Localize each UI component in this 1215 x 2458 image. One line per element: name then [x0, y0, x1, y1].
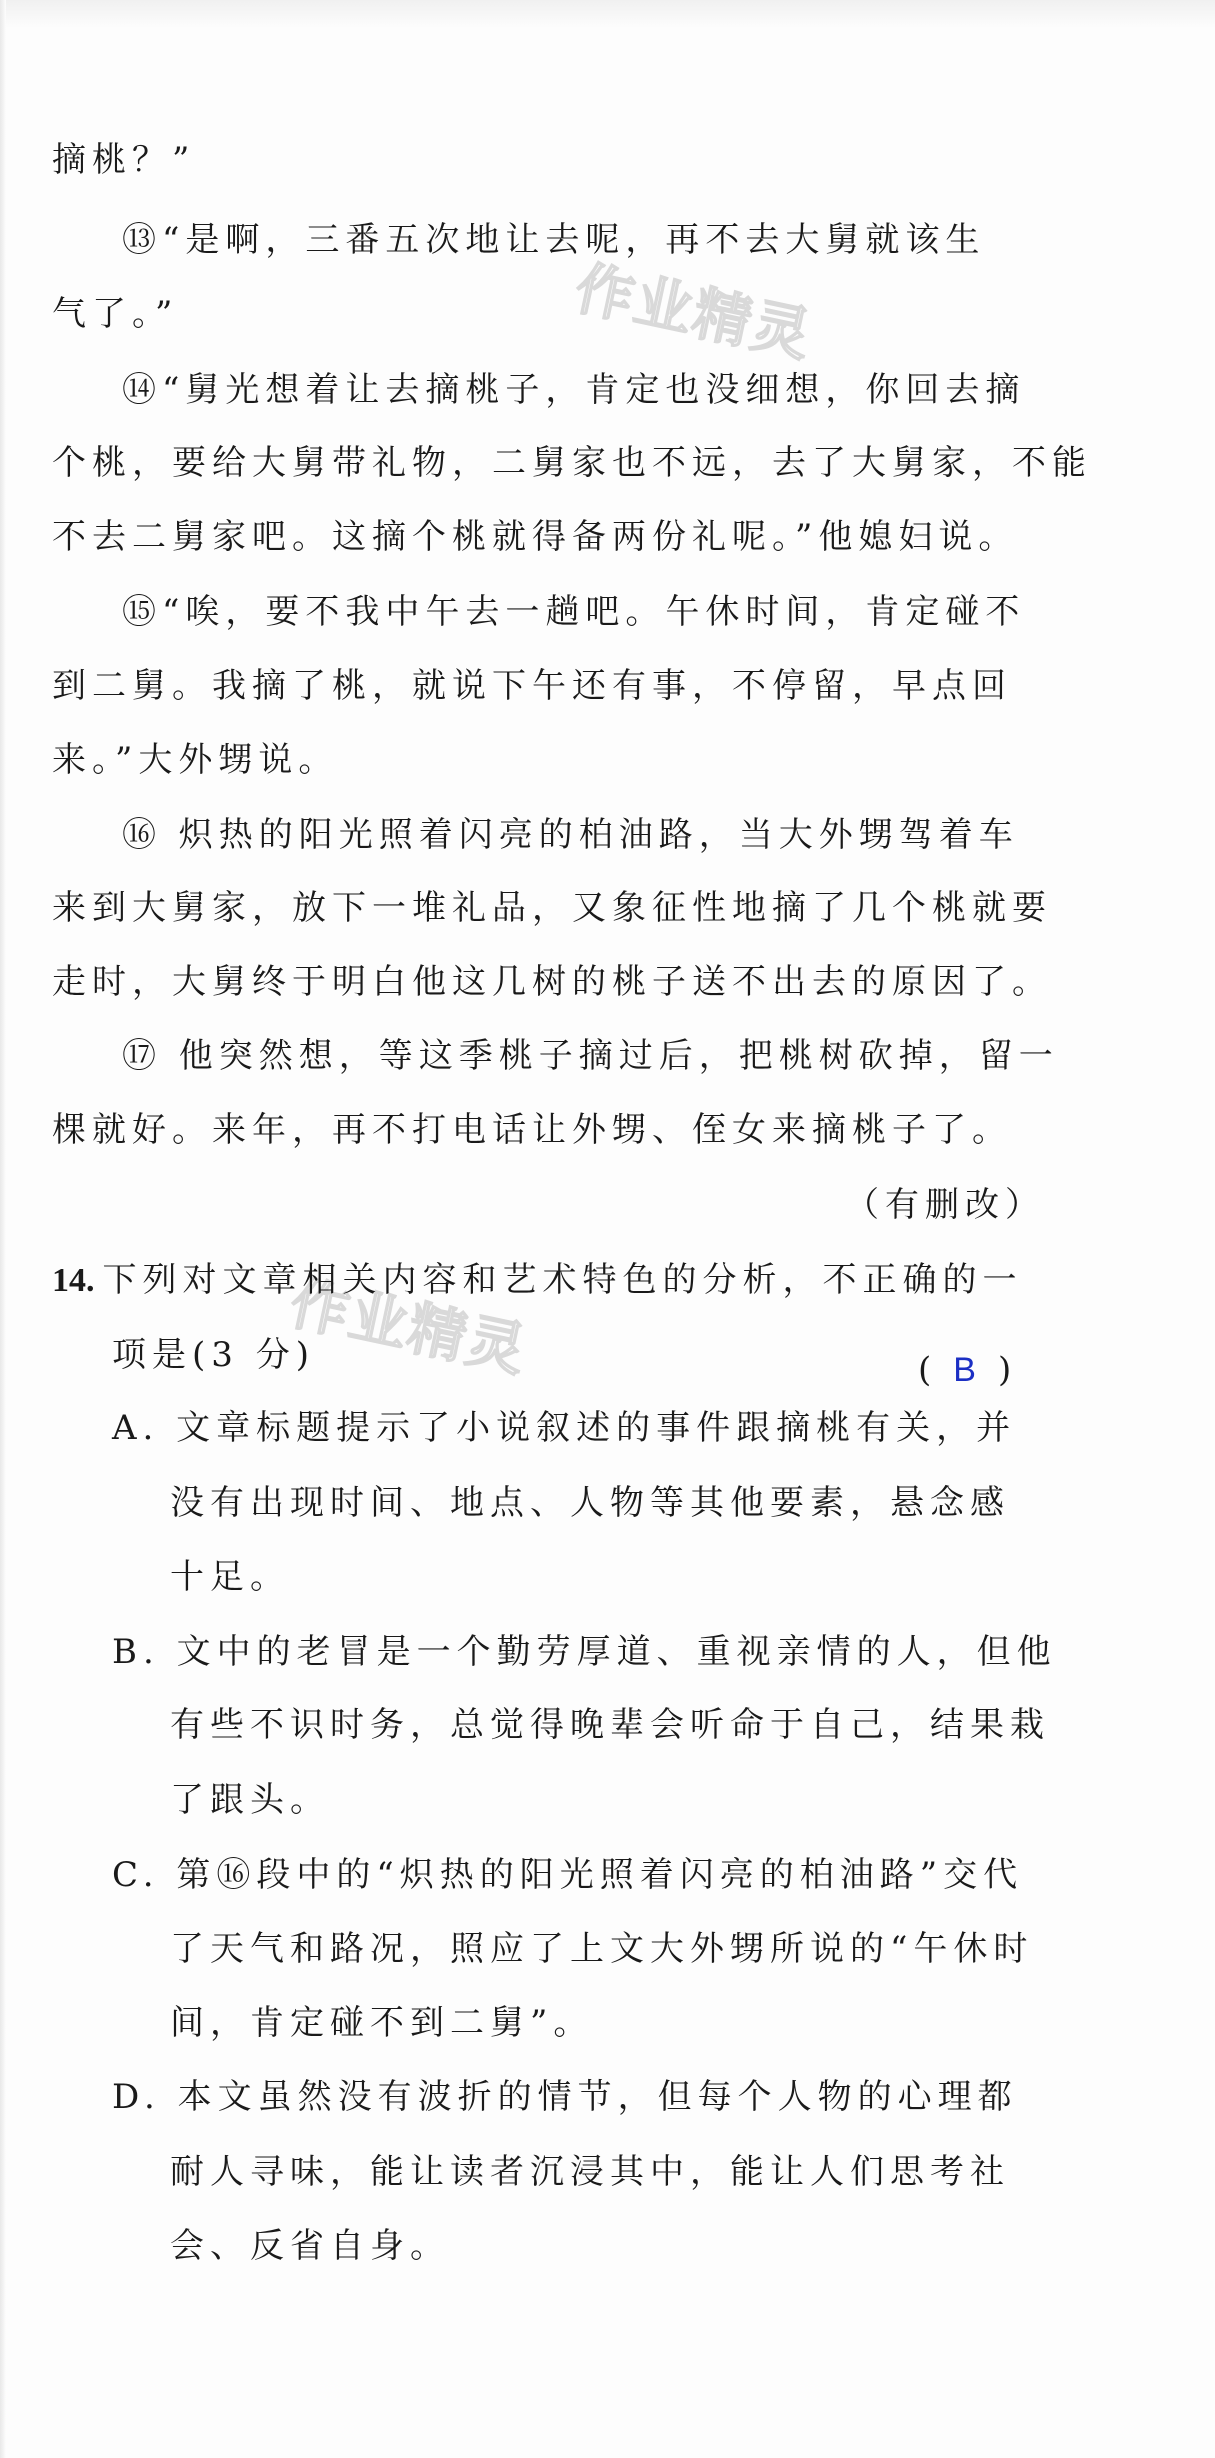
paragraph-17-line: 棵就好。来年，再不打电话让外甥、侄女来摘桃子了。	[52, 1110, 1012, 1150]
scan-left-edge	[0, 0, 6, 2458]
scan-top-shadow	[0, 0, 1215, 28]
option-b-line: 有些不识时务，总觉得晚辈会听命于自己，结果栽	[170, 1705, 1050, 1745]
option-d-line: D. 本文虽然没有波折的情节，但每个人物的心理都	[112, 2077, 1018, 2117]
source-note: （有删改）	[845, 1185, 1045, 1225]
option-b-line: 了跟头。	[170, 1780, 330, 1820]
answer-paren-close: )	[997, 1350, 1012, 1390]
paragraph-14-line: ⑭“舅光想着让去摘桃子，肯定也没细想，你回去摘	[122, 370, 1026, 410]
option-a-line: 没有出现时间、地点、人物等其他要素，悬念感	[170, 1483, 1010, 1523]
paragraph-15-line: ⑮“唉，要不我中午去一趟吧。午休时间，肯定碰不	[122, 592, 1026, 632]
answer-letter: B	[953, 1351, 976, 1389]
question-number: 14.	[52, 1262, 95, 1299]
paragraph-15-line: 来。”大外甥说。	[52, 740, 339, 780]
option-a-line: 十足。	[170, 1557, 290, 1597]
paragraph-13-line: ⑬“是啊，三番五次地让去呢，再不去大舅就该生	[122, 220, 986, 260]
answer-paren-open: (	[918, 1350, 932, 1390]
paragraph-13-line: 气了。”	[52, 294, 179, 334]
passage-line: 摘桃？”	[52, 140, 196, 180]
option-a-line: A. 文章标题提示了小说叙述的事件跟摘桃有关，并	[112, 1408, 1017, 1448]
option-b-line: B. 文中的老冒是一个勤劳厚道、重视亲情的人，但他	[112, 1632, 1057, 1672]
option-c-line: C. 第⑯段中的“炽热的阳光照着闪亮的柏油路”交代	[112, 1855, 1024, 1895]
watermark-logo: 作业精灵	[284, 1268, 534, 1386]
paragraph-16-line: 走时，大舅终于明白他这几树的桃子送不出去的原因了。	[52, 962, 1052, 1002]
paragraph-15-line: 到二舅。我摘了桃，就说下午还有事，不停留，早点回	[52, 666, 1012, 706]
question-stem-text: 下列对文章相关内容和艺术特色的分析，不正确的一	[102, 1260, 1023, 1300]
option-d-line: 会、反省自身。	[170, 2226, 450, 2266]
answer-box	[918, 1350, 1011, 1390]
paragraph-16-line: ⑯ 炽热的阳光照着闪亮的柏油路，当大外甥驾着车	[122, 815, 1019, 855]
paragraph-17-line: ⑰ 他突然想，等这季桃子摘过后，把桃树砍掉，留一	[122, 1036, 1059, 1076]
option-c-line: 间，肯定碰不到二舅”。	[170, 2003, 594, 2043]
question-14-stem-cont: 项是(3 分)	[112, 1335, 315, 1375]
paragraph-16-line: 来到大舅家，放下一堆礼品，又象征性地摘了几个桃就要	[52, 888, 1052, 928]
watermark-logo: 作业精灵	[569, 253, 819, 371]
question-14-stem	[52, 1260, 1052, 1301]
paragraph-14-line: 个桃，要给大舅带礼物，二舅家也不远，去了大舅家，不能	[52, 443, 1092, 483]
paragraph-14-line: 不去二舅家吧。这摘个桃就得备两份礼呢。”他媳妇说。	[52, 517, 1019, 557]
option-d-line: 耐人寻味，能让读者沉浸其中，能让人们思考社	[170, 2152, 1010, 2192]
option-c-line: 了天气和路况，照应了上文大外甥所说的“午休时	[170, 1929, 1034, 1969]
